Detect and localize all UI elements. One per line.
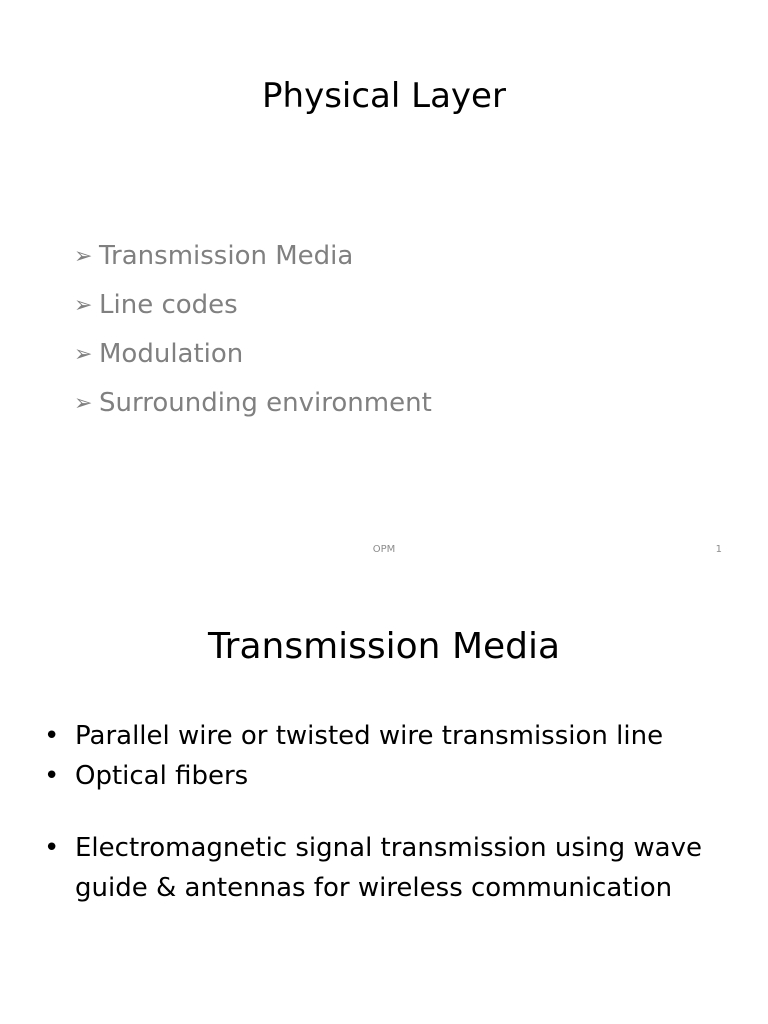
list-item-label: Optical fibers <box>75 761 249 791</box>
list-item <box>74 379 432 428</box>
slide-title: Transmission Media <box>207 626 561 667</box>
slide-title: Physical Layer <box>262 76 506 116</box>
arrow-bullet-icon: ➢ <box>74 391 93 416</box>
bullet-icon: • <box>44 721 60 751</box>
bullet-list <box>44 716 724 908</box>
arrow-bullet-icon: ➢ <box>74 342 93 367</box>
list-item <box>74 330 432 379</box>
slide-2 <box>0 570 768 1024</box>
page-number: 1 <box>715 544 722 555</box>
list-item-label: Line codes <box>99 290 238 320</box>
bullet-icon: • <box>44 761 60 791</box>
list-item <box>44 828 724 908</box>
arrow-bullet-icon: ➢ <box>74 293 93 318</box>
list-item <box>44 756 724 796</box>
list-item <box>74 232 432 281</box>
list-item-label: Surrounding environment <box>99 388 432 418</box>
list-item <box>74 281 432 330</box>
bullet-icon: • <box>44 833 60 863</box>
arrow-bullet-icon: ➢ <box>74 244 93 269</box>
list-item-label: Electromagnetic signal transmission using wave guide & antennas for wireless communication <box>75 833 702 903</box>
slide-footer: OPM <box>372 544 396 555</box>
list-item-label: Modulation <box>99 339 244 369</box>
topic-list <box>74 232 432 428</box>
list-item <box>44 716 724 756</box>
list-item-label: Parallel wire or twisted wire transmission line <box>75 721 664 751</box>
list-item-label: Transmission Media <box>99 241 354 271</box>
